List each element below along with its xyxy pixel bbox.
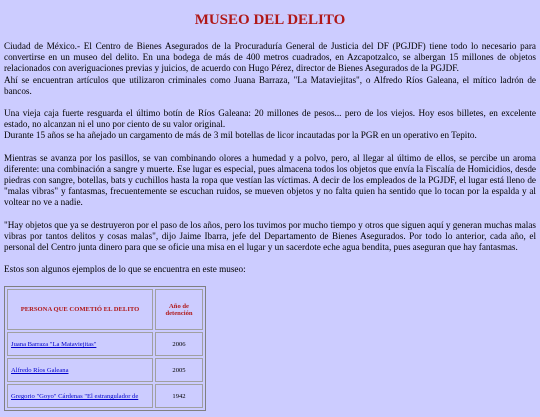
person-cell <box>7 332 153 356</box>
paragraph-hallways: Mientras se avanza por los pasillos, se van combinando olores a humedad y a polvo, pero, al llegar al último de ellos, se percibe un aroma diferente: una combinación a sangre y muerte. Ese lugar es especial, pues almacena todos los objetos que envía la Fiscalía de Homicidios, desde piedras con sangre, botellas, bats y cuchillos hasta la ropa que vestían las víctimas. A decir de los empleados de la PGJDF, el lugar está lleno de "malas vibras" y fantasmas, frecuentemente se escuchan ruidos, se mueven objetos y no falta quien ha sentido que lo tocan por la espalda y al voltear no ve a nadie. <box>4 152 536 208</box>
header-person: PERSONA QUE COMETIÓ EL DELITO <box>7 289 153 330</box>
table-row <box>7 332 203 356</box>
intro-text-criminals: Ahí se encuentran artículos que utilizaron criminales como Juana Barraza, "La Mataviejitas", o Alfredo Ríos Galeana, el mítico ladrón de bancos. <box>4 74 536 96</box>
year-cell: 2005 <box>155 358 203 382</box>
paragraph-intro <box>4 41 536 97</box>
year-cell: 1942 <box>155 384 203 408</box>
person-link[interactable]: Gregorio "Goyo" Cárdenas "El estrangulador de <box>11 392 139 400</box>
paragraph-safe <box>4 108 536 142</box>
table-header-row <box>7 289 203 330</box>
evidence-table <box>4 286 206 411</box>
article-page <box>0 12 540 411</box>
person-link[interactable]: Juana Barraza "La Mataviejitas" <box>11 340 97 348</box>
paragraph-quote: "Hay objetos que ya se destruyeron por el paso de los años, pero los tuvimos por mucho tiempo y otros que siguen aquí y generan muchas malas vibras por tantos delitos y cosas malas", dijo Jaime Ibarra, jefe del Departamento de Bienes Asegurados. Por todo lo anterior, cada año, el personal del Centro junta dinero para que se oficie una misa en el lugar y un sacerdote eche agua bendita, pues aseguran que hay fantasmas. <box>4 219 536 253</box>
paragraph-examples-intro: Estos son algunos ejemplos de lo que se encuentra en este museo: <box>4 264 246 275</box>
page-title: MUSEO DEL DELITO <box>194 12 346 28</box>
year-cell: 2006 <box>155 332 203 356</box>
table-row <box>7 358 203 382</box>
safe-text: Una vieja caja fuerte resguarda el último botín de Ríos Galeana: 20 millones de pesos... pero de los viejos. Hoy esos billetes, en excelente estado, no alcanzan ni el uno por ciento de su valor original. <box>4 108 536 130</box>
person-link[interactable]: Alfredo Ríos Galeana <box>11 366 69 374</box>
person-cell <box>7 358 153 382</box>
intro-text: Ciudad de México.- El Centro de Bienes Asegurados de la Procuraduría General de Justicia del DF (PGJDF) tiene todo lo necesario para convertirse en un museo del delito. En una bodega de más de 400 metros cuadrados, en Azcapotzalco, se albergan 15 millones de objetos relacionados con averiguaciones previas y juicios, de acuerdo con Hugo Pérez, director de Bienes Asegurados de la PGJDF. <box>4 41 536 74</box>
liquor-text: Durante 15 años se ha añejado un cargamento de más de 3 mil botellas de licor incautadas por la PGR en un operativo en Tepito. <box>4 130 477 141</box>
header-year: Año de detención <box>155 289 203 330</box>
